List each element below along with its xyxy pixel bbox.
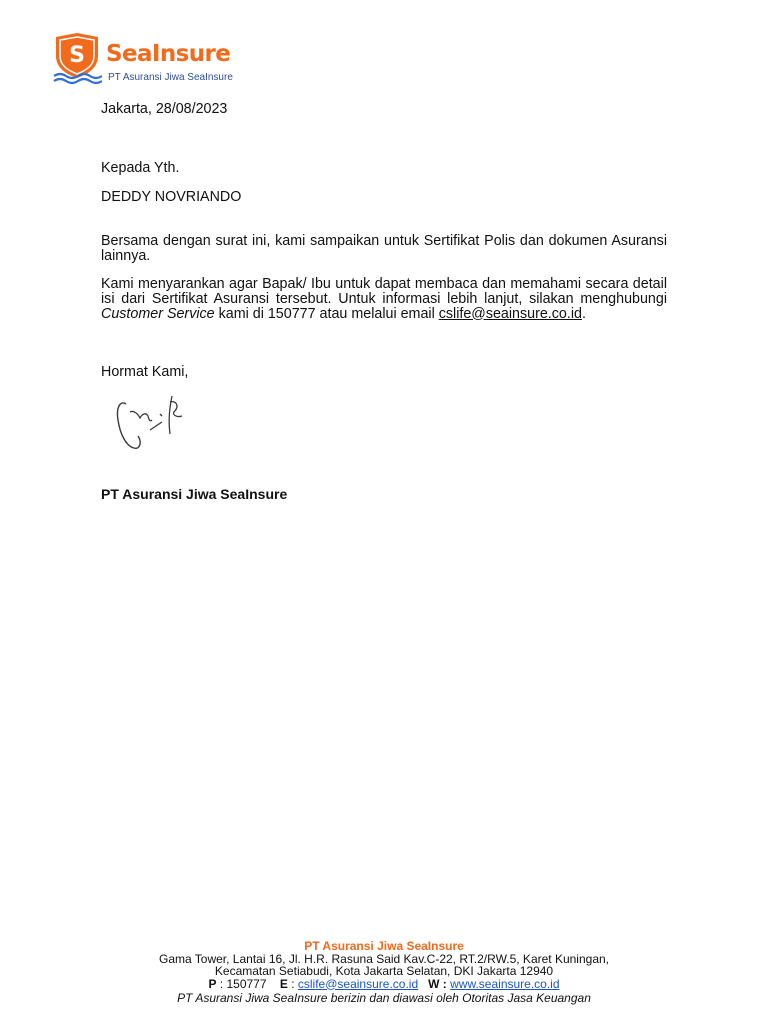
footer-web-link[interactable]: www.seainsure.co.id — [450, 976, 560, 991]
paragraph-intro: Bersama dengan surat ini, kami sampaikan untuk Sertifikat Polis dan dokumen Asuransi lainnya. — [101, 233, 667, 264]
paragraph-advice-text: Kami menyarankan agar Bapak/ Ibu untuk dapat membaca dan memahami secara detail isi dari Sertifikat Asuransi tersebut. Untuk informasi lebih lanjut, silakan menghubungi — [101, 276, 667, 307]
footer-email-link[interactable]: cslife@seainsure.co.id — [297, 976, 419, 991]
footer-address-line2: Kecamatan Setiabudi, Kota Jakarta Selatan, DKI Jakarta 12940 — [214, 964, 554, 978]
customer-service-text: Customer Service — [101, 305, 215, 322]
footer-company: PT Asuransi Jiwa SeaInsure — [304, 939, 464, 953]
company-logo — [52, 32, 252, 86]
company-signatory: PT Asuransi Jiwa SeaInsure — [101, 486, 288, 502]
logo-letter: S — [69, 43, 85, 68]
footer-address-line1: Gama Tower, Lantai 16, Jl. H.R. Rasuna Said Kav.C-22, RT.2/RW.5, Karet Kuningan, — [158, 951, 609, 966]
recipient-name: DEDDY NOVRIANDO — [101, 189, 242, 205]
web-label: W : — [428, 976, 447, 991]
brand-name: SeaInsure — [106, 41, 231, 67]
place-date: Jakarta, 28/08/2023 — [101, 101, 228, 117]
salutation: Kepada Yth. — [101, 160, 180, 176]
phone-label: P — [208, 976, 217, 991]
signature-image — [104, 390, 202, 458]
email-link[interactable]: cslife@seainsure.co.id — [438, 305, 582, 322]
brand-subtitle: PT Asuransi Jiwa SeaInsure — [108, 72, 233, 83]
footer-regulation: PT Asuransi Jiwa SeaInsure berizin dan diawasi oleh Otoritas Jasa Keuangan — [177, 991, 591, 1005]
closing: Hormat Kami, — [101, 364, 189, 380]
shield-logo-icon — [52, 32, 102, 84]
paragraph-advice — [101, 277, 667, 321]
paragraph-advice-text-2: kami di 150777 atau melalui email — [214, 305, 439, 322]
footer-contacts: P : 150777 E : cslife@seainsure.co.id W : www.seainsure.co.id — [208, 976, 560, 991]
paragraph-advice-end: . — [581, 305, 586, 322]
phone-number: : 150777 — [216, 976, 267, 991]
footer — [0, 940, 768, 1005]
email-label: E — [279, 976, 288, 991]
